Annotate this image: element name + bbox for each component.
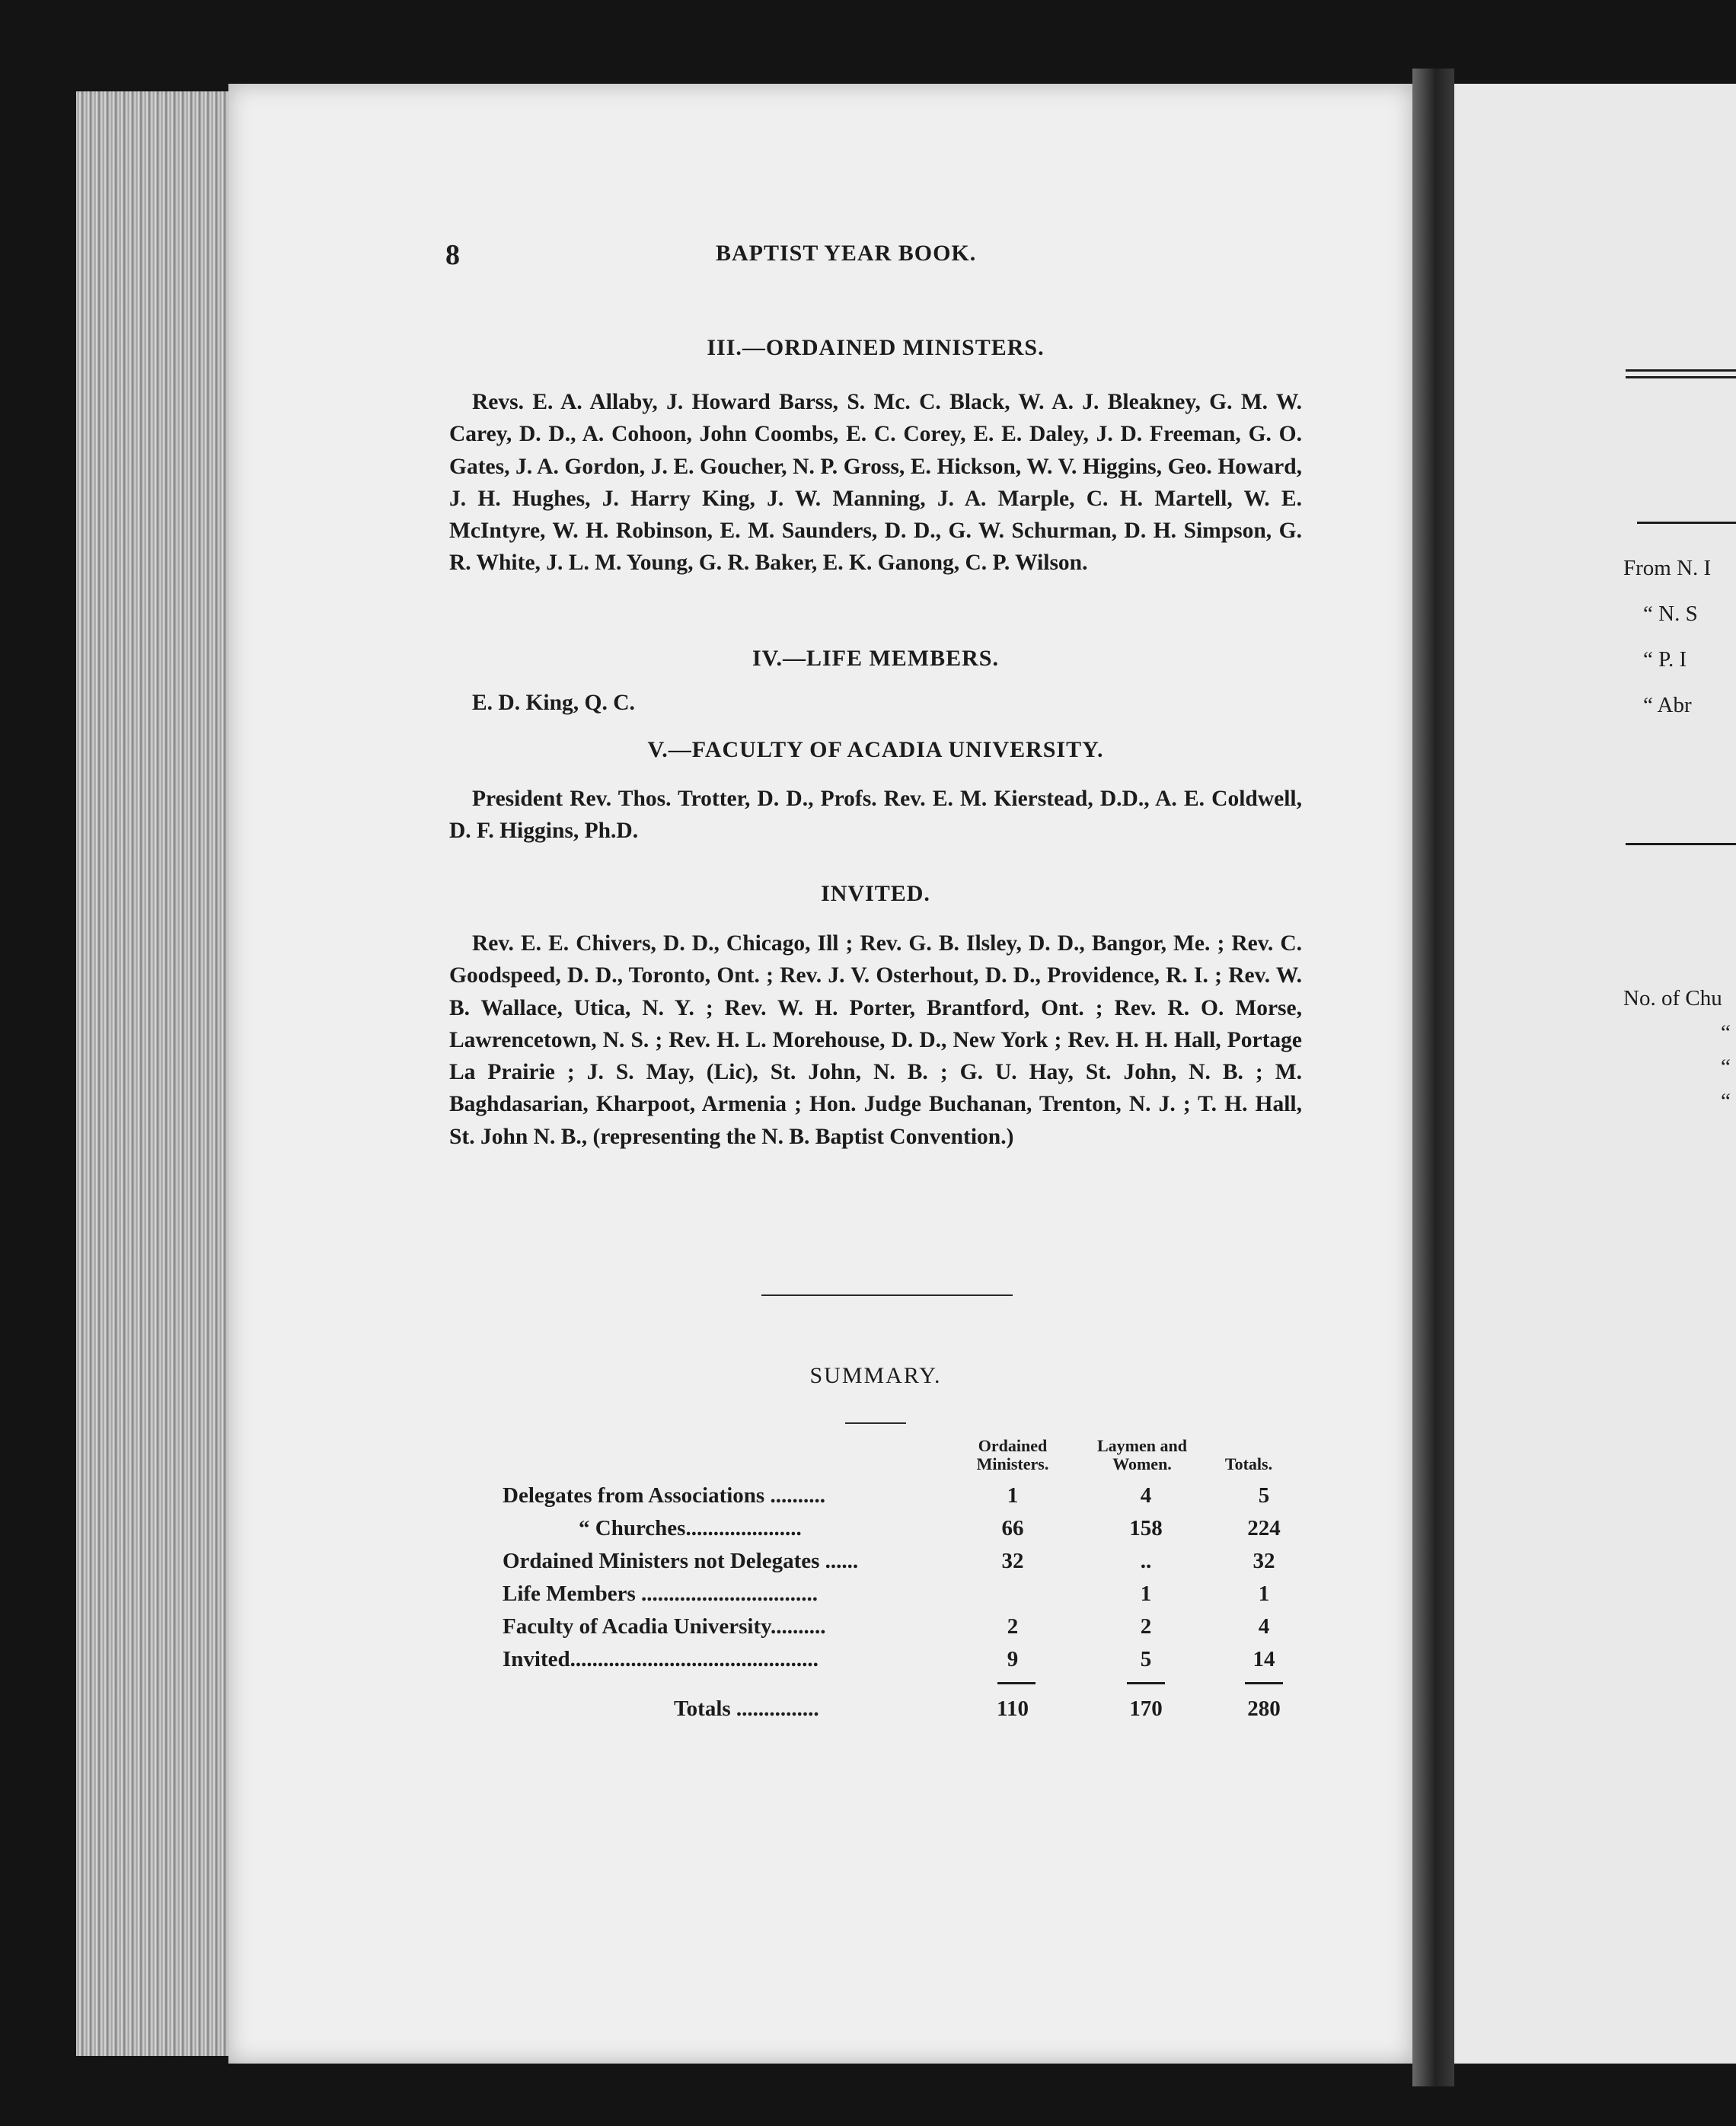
invited-text: Rev. E. E. Chivers, D. D., Chicago, Ill ; Rev. G. B. Ilsley, D. D., Bangor, Me. ; Rev. C. Goodspeed, D. D., Toronto, Ont. ; Rev. J. V. Osterhout, D. D., Providence, R. I. ; Rev. W. B. Wallace, Utica, N. Y. ; Rev. W. H. Porter, Brantford, Ont. ; Rev. R. O. Morse, Lawrencetown, N. S. ; Rev. H. L. Morehouse, D. D., New York ; Rev. H. H. Hall, Portage La Prairie ; J. S. May, (Lic), St. John, N. B. ; G. U. Hay, St. John, N. B. ; M. Baghdasarian, Kharpoot, Armenia ; Hon. Judge Buchanan, Trenton, N. J. ; T. H. Hall, St. John N. B., (representing the N. B. Baptist Convention.) bbox=[449, 931, 1302, 1149]
row-label: Life Members ................................ bbox=[503, 1582, 818, 1606]
row-laymen: 5 bbox=[1140, 1647, 1152, 1671]
row-label: Faculty of Acadia University.......... bbox=[503, 1614, 826, 1639]
row-laymen: .. bbox=[1140, 1549, 1152, 1573]
row-ministers: 9 bbox=[1007, 1647, 1019, 1671]
ordained-ministers-text: Revs. E. A. Allaby, J. Howard Barss, S. Mc. C. Black, W. A. J. Bleakney, G. M. W. Carey, D. D., A. Cohoon, John Coombs, E. C. Corey, E. E. Daley, J. D. Freeman, G. O. Gates, J. A. Gordon, J. E. Goucher, N. P. Gross, E. Hickson, W. V. Higgins, Geo. Howard, J. H. Hughes, J. Harry King, J. W. Manning, J. A. Marple, C. H. Martell, W. E. McIntyre, W. H. Robinson, E. M. Saunders, D. D., G. W. Schurman, D. H. Simpson, G. R. White, J. L. M. Young, G. R. Baker, E. K. Ganong, C. P. Wilson. bbox=[449, 390, 1302, 576]
right-page bbox=[1454, 84, 1736, 2064]
summary-row bbox=[503, 1647, 1294, 1679]
summary-title: SUMMARY. bbox=[809, 1363, 942, 1388]
row-totals: 1 bbox=[1258, 1582, 1270, 1606]
right-line-8: “ bbox=[1721, 1089, 1731, 1113]
row-ministers: 66 bbox=[1001, 1516, 1024, 1540]
row-laymen: 2 bbox=[1140, 1614, 1152, 1639]
right-line-3: “ P. I bbox=[1643, 647, 1687, 672]
totals-ministers: 110 bbox=[997, 1697, 1029, 1721]
row-laymen: 158 bbox=[1129, 1516, 1163, 1540]
heading-faculty: V.—FACULTY OF ACADIA UNIVERSITY. bbox=[647, 737, 1104, 762]
totals-label: Totals ............... bbox=[674, 1697, 819, 1721]
summary-row bbox=[503, 1549, 1294, 1581]
row-label: Ordained Ministers not Delegates ...... bbox=[503, 1549, 859, 1573]
row-ministers: 32 bbox=[1001, 1549, 1024, 1573]
col-head-laymen: Laymen and Women. bbox=[1097, 1436, 1187, 1473]
totals-totals: 280 bbox=[1247, 1697, 1281, 1721]
row-label: “ Churches..................... bbox=[579, 1516, 802, 1540]
row-totals: 14 bbox=[1253, 1647, 1275, 1671]
row-label: Invited............................................. bbox=[503, 1647, 819, 1671]
running-head: BAPTIST YEAR BOOK. bbox=[716, 241, 977, 266]
right-rule-3 bbox=[1637, 522, 1736, 524]
right-rule-2 bbox=[1626, 376, 1736, 378]
row-totals: 5 bbox=[1258, 1483, 1270, 1508]
heading-ordained-ministers: III.—ORDAINED MINISTERS. bbox=[707, 335, 1045, 360]
heading-life-members: IV.—LIFE MEMBERS. bbox=[752, 646, 999, 671]
summary-row bbox=[503, 1516, 1294, 1548]
right-line-6: “ bbox=[1721, 1020, 1731, 1045]
row-label: Delegates from Associations .......... bbox=[503, 1483, 825, 1508]
row-ministers: 1 bbox=[1007, 1483, 1019, 1508]
row-laymen: 4 bbox=[1140, 1483, 1152, 1508]
totals-laymen: 170 bbox=[1129, 1697, 1163, 1721]
book-gutter bbox=[1412, 69, 1454, 2086]
totals-rule-totals bbox=[1245, 1682, 1283, 1684]
row-totals: 224 bbox=[1247, 1516, 1281, 1540]
right-line-4: “ Abr bbox=[1643, 693, 1692, 717]
right-rule-4 bbox=[1626, 843, 1736, 845]
faculty-text: President Rev. Thos. Trotter, D. D., Profs. Rev. E. M. Kierstead, D.D., A. E. Coldwell, D. F. Higgins, Ph.D. bbox=[449, 787, 1302, 844]
right-line-2: “ N. S bbox=[1643, 602, 1698, 626]
summary-row bbox=[503, 1582, 1294, 1614]
right-line-1: From N. I bbox=[1623, 556, 1712, 580]
totals-rule-ministers bbox=[997, 1682, 1036, 1684]
right-line-7: “ bbox=[1721, 1055, 1731, 1079]
col-head-ministers: Ordained Ministers. bbox=[976, 1436, 1049, 1473]
row-totals: 32 bbox=[1253, 1549, 1275, 1573]
summary-row bbox=[503, 1483, 1294, 1515]
row-ministers: 2 bbox=[1007, 1614, 1019, 1639]
totals-rule-laymen bbox=[1127, 1682, 1165, 1684]
heading-invited: INVITED. bbox=[821, 881, 930, 906]
row-laymen: 1 bbox=[1140, 1582, 1152, 1606]
right-rule-1 bbox=[1626, 369, 1736, 372]
page-edges bbox=[76, 91, 228, 2056]
col-head-totals: Totals. bbox=[1224, 1454, 1273, 1473]
life-members-text: E. D. King, Q. C. bbox=[472, 691, 635, 715]
section-divider bbox=[761, 1294, 1013, 1296]
summary-divider bbox=[845, 1422, 906, 1424]
right-line-5: No. of Chu bbox=[1623, 986, 1722, 1010]
summary-row bbox=[503, 1614, 1294, 1646]
summary-totals-row bbox=[503, 1697, 1294, 1729]
page-number: 8 bbox=[445, 239, 460, 271]
row-totals: 4 bbox=[1258, 1614, 1270, 1639]
